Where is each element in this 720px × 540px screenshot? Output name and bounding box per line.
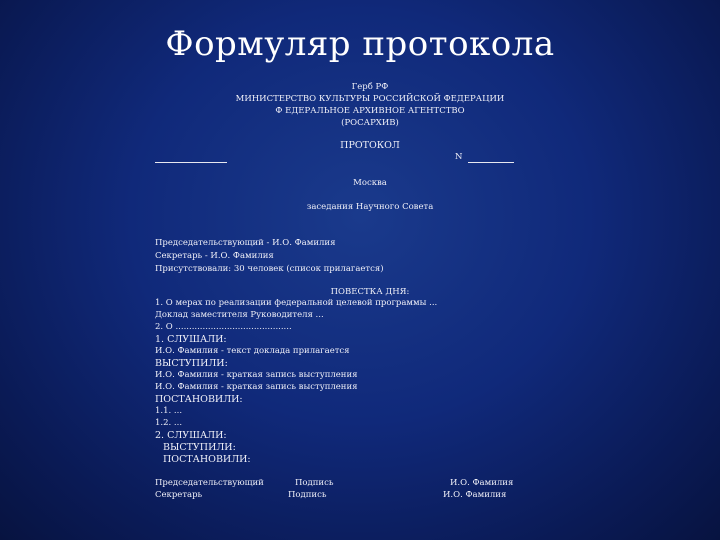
resolved-1-2: 1.2. ...	[155, 418, 183, 428]
sig-name-secretary: И.О. Фамилия	[443, 490, 507, 500]
sig-role-chair: Председательствующий	[155, 478, 264, 488]
chair-line: Председательствующий - И.О. Фамилия	[155, 238, 336, 248]
doc-type: ПРОТОКОЛ	[340, 140, 400, 151]
city: Москва	[353, 178, 387, 188]
slide-title: Формуляр протокола	[165, 24, 555, 64]
ministry-line: МИНИСТЕРСТВО КУЛЬТУРЫ РОССИЙСКОЙ ФЕДЕРАЦИИ	[235, 94, 505, 104]
meeting-title: заседания Научного Совета	[306, 202, 434, 212]
spoke-2: ВЫСТУПИЛИ:	[163, 442, 236, 453]
agency-line: Ф ЕДЕРАЛЬНОЕ АРХИВНОЕ АГЕНТСТВО	[275, 106, 465, 116]
agency-abbrev-line: (РОСАРХИВ)	[341, 118, 399, 128]
agenda-item-1: 1. О мерах по реализации федеральной целевой программы ...	[155, 298, 438, 308]
heard-1-text: И.О. Фамилия - текст доклада прилагается	[155, 346, 350, 356]
spoke-1: ВЫСТУПИЛИ:	[155, 358, 228, 369]
number-underline	[468, 153, 514, 163]
attendees-line: Присутствовали: 30 человек (список прилагается)	[155, 264, 384, 274]
resolved-1: ПОСТАНОВИЛИ:	[155, 394, 243, 405]
secretary-line: Секретарь - И.О. Фамилия	[155, 251, 274, 261]
agenda-title: ПОВЕСТКА ДНЯ:	[330, 287, 410, 297]
date-underline	[155, 153, 227, 163]
resolved-1-1: 1.1. ...	[155, 406, 183, 416]
spoke-1-a: И.О. Фамилия - краткая запись выступления	[155, 370, 358, 380]
sig-sign-chair: Подпись	[295, 478, 334, 488]
agenda-report: Доклад заместителя Руководителя ...	[155, 310, 324, 320]
emblem-line: Герб РФ	[351, 82, 389, 92]
sig-name-chair: И.О. Фамилия	[450, 478, 514, 488]
number-prefix: N	[455, 152, 463, 162]
sig-sign-secretary: Подпись	[288, 490, 327, 500]
agenda-item-2: 2. О ...........................................	[155, 322, 292, 332]
number-field	[455, 152, 514, 163]
spoke-1-b: И.О. Фамилия - краткая запись выступления	[155, 382, 358, 392]
sig-role-secretary: Секретарь	[155, 490, 203, 500]
resolved-2: ПОСТАНОВИЛИ:	[163, 454, 251, 465]
heard-1: 1. СЛУШАЛИ:	[155, 334, 227, 345]
heard-2: 2. СЛУШАЛИ:	[155, 430, 227, 441]
date-field	[155, 152, 227, 163]
